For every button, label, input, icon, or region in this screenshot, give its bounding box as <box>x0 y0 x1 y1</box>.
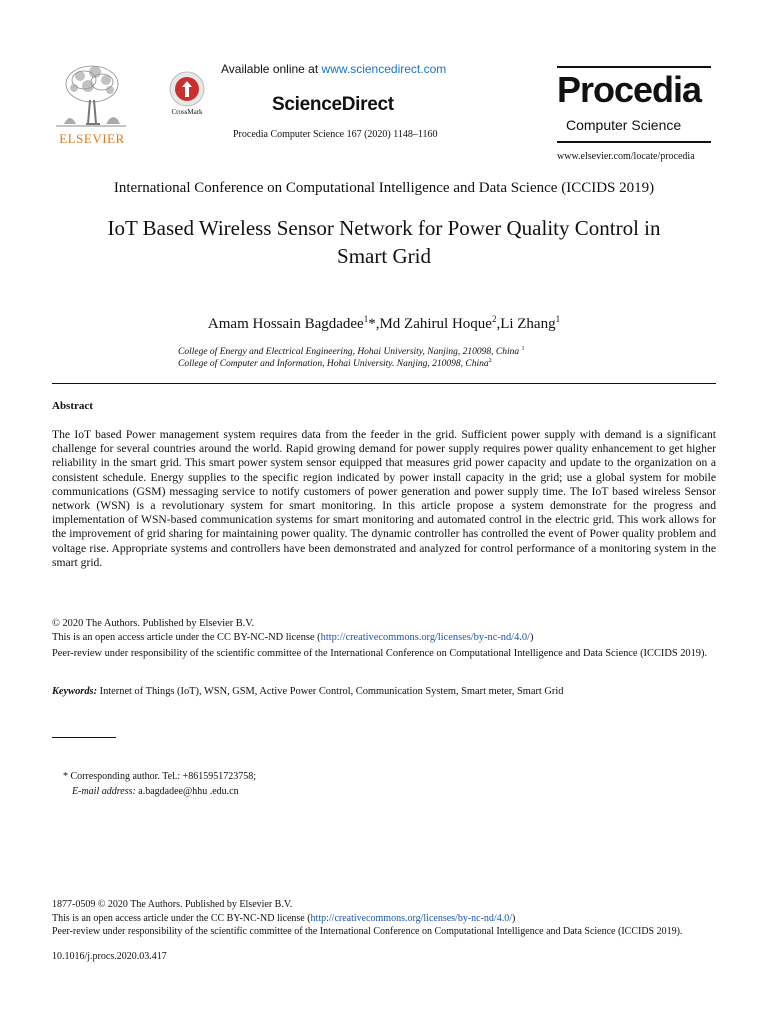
section-divider <box>52 383 716 384</box>
affiliation-number: 2 <box>488 358 492 364</box>
author-list: Amam Hossain Bagdadee$^1$*,Md Zahirul Hoque$^2$,Li Zhang$^1$ <box>207 314 561 332</box>
keywords-line <box>52 686 716 697</box>
abstract-heading: Abstract <box>52 400 93 412</box>
affiliation-2 <box>178 358 492 369</box>
keywords-label: Keywords: <box>52 686 98 697</box>
open-access-line <box>52 631 716 645</box>
author-name: Md Zahirul Hoque <box>379 316 492 332</box>
sciencedirect-link[interactable]: www.sciencedirect.com <box>321 62 447 76</box>
affiliation-number: 1 <box>521 346 525 352</box>
keywords-text: Internet of Things (IoT), WSN, GSM, Active Power Control, Communication System, Smart meter, Smart Grid <box>97 686 564 697</box>
footer-license-link[interactable]: http://creativecommons.org/licenses/by-nc-nd/4.0/ <box>310 913 512 924</box>
email-line <box>72 786 239 797</box>
license-link[interactable]: http://creativecommons.org/licenses/by-nc-nd/4.0/ <box>320 632 530 643</box>
footer-open-access-suffix: ) <box>511 913 516 924</box>
issn-line: 1877-0509 © 2020 The Authors. Published by Elsevier B.V. <box>52 899 293 910</box>
procedia-subtitle: Computer Science <box>566 117 682 133</box>
open-access-prefix: This is an open access article under the CC BY-NC-ND license ( <box>52 632 321 643</box>
title-line-1: IoT Based Wireless Sensor Network for Power Quality Control in <box>107 216 661 240</box>
peer-review-line: Peer-review under responsibility of the scientific committee of the International Conference on Computational Intelligence and Data Science (ICCIDS 2019). <box>52 648 708 659</box>
footnote-rule <box>52 737 116 738</box>
corresponding-author: * Corresponding author. Tel.: +8615951723758; <box>63 771 257 782</box>
open-access-suffix: ) <box>529 632 534 643</box>
paper-title <box>40 214 728 270</box>
copyright-line: © 2020 The Authors. Published by Elsevier B.V. <box>52 618 255 629</box>
procedia-rule <box>557 141 711 143</box>
journal-reference: Procedia Computer Science 167 (2020) 1148–1160 <box>233 129 438 140</box>
author-affiliation-mark: 2 <box>491 314 497 324</box>
procedia-title: Procedia <box>557 69 702 110</box>
affiliation-text: College of Energy and Electrical Engineering, Hohai University, Nanjing, 210098, China <box>178 347 522 358</box>
footer-open-access-prefix: This is an open access article under the CC BY-NC-ND license ( <box>52 913 311 924</box>
affiliation-text: College of Computer and Information, Hohai University. Nanjing, 210098, China <box>178 359 489 370</box>
abstract-body: The IoT based Power management system requires data from the feeder in the grid. Sufficient power supply with demand is a significant challenge for several countries around the world. Rapid growing demand for power supply requires power quality enhancement to get higher reliability in the smart grid. This smart power system sensor equipped that measures grid power capacity and update to the organization on a consistent schedule. Energy supplies to the specific region indicated by power install capacity in the grid; use a global system for mobile communications (GSM) messaging service to notify customers of power generation and power supply time. The IoT based wireless Sensor network (WSN) is a revolutionary system for smart monitoring. In this article propose a system demonstrate for the progress and implementation of WSN-based communication systems for smart monitoring and automated control in the electric grid. This work allows for the improvement of grid sharing for maintaining power quality. The dynamic controller has controlled the event of Power quality problem and voltage rise. Appropriate systems and controllers have been demonstrated and analyzed for control performance of a monitoring system in the smart grid. <box>52 428 716 569</box>
author-name: Li Zhang <box>500 316 556 332</box>
footer-peer-review: Peer-review under responsibility of the scientific committee of the International Conference on Computational Intelligence and Data Science (ICCIDS 2019). <box>52 926 683 937</box>
author-affiliation-mark: 1 <box>363 314 369 324</box>
elsevier-wordmark: ELSEVIER <box>59 131 125 146</box>
corresponding-mark: * <box>368 316 376 332</box>
available-prefix: Available online at <box>221 62 322 76</box>
procedia-url[interactable]: www.elsevier.com/locate/procedia <box>557 151 695 162</box>
email-address[interactable]: a.bagdadee@hhu .edu.cn <box>135 786 239 797</box>
affiliation-1 <box>178 346 524 357</box>
author-affiliation-mark: 1 <box>555 314 561 324</box>
sciencedirect-brand: ScienceDirect <box>272 94 394 115</box>
title-line-2: Smart Grid <box>337 244 431 268</box>
conference-name: International Conference on Computational Intelligence and Data Science (ICCIDS 2019) <box>113 180 655 196</box>
crossmark-label: CrossMark <box>171 108 203 116</box>
author-name: Amam Hossain Bagdadee <box>207 316 364 332</box>
available-online-line <box>221 62 446 76</box>
doi-line[interactable]: 10.1016/j.procs.2020.03.417 <box>52 951 167 962</box>
email-label: E-mail address: <box>72 786 136 797</box>
footer-open-access-line <box>52 913 716 925</box>
